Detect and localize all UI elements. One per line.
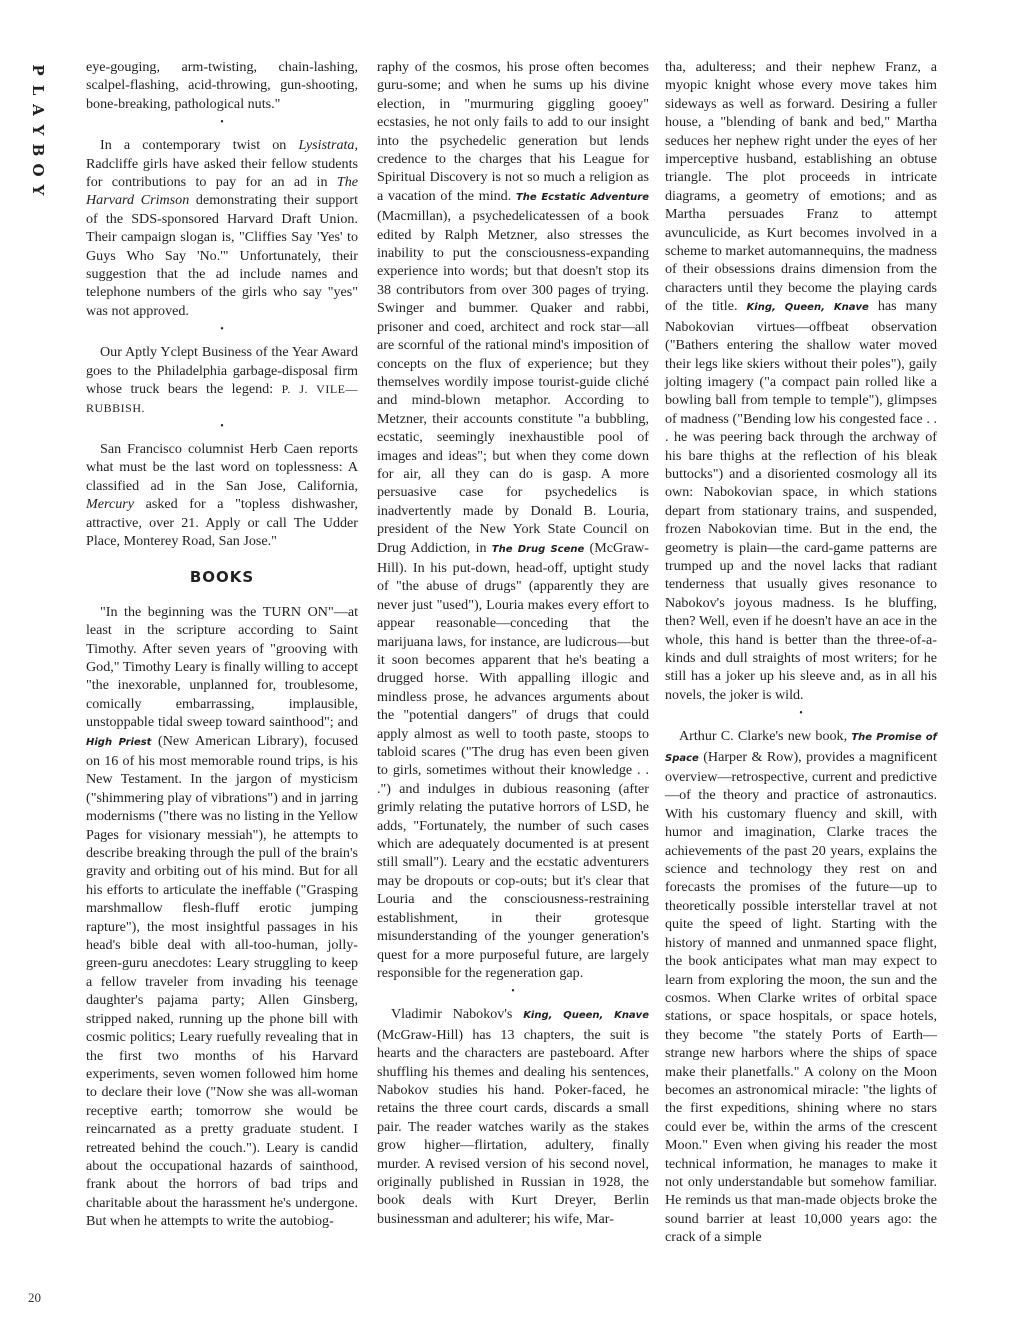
masthead-letter: P [29, 64, 47, 76]
text-run: demonstrating their support of the SDS-sponsored Harvard Draft Union. Their campaign slogan is, "Cliffies Say 'Yes' to Guys Who Say 'No.'" Unfortunately, their suggestion that the ad include names and telephone numbers of the girls who say "yes" was not approved. [86, 192, 358, 319]
page-number: 20 [28, 1290, 41, 1305]
text-run: Our Aptly Yclept Business of the Year Award goes to the Philadelphia garbage-disposal firm whose truck bears the legend: [86, 344, 358, 398]
text-run: San Francisco columnist Herb Caen reports what must be the last word on toplessness: A classified ad in the San Jose, California, [86, 440, 358, 494]
masthead [30, 60, 46, 200]
masthead-letter: B [29, 143, 47, 157]
text-run: "In the beginning was the TURN ON"—at least in the scripture according to Saint Timothy. After seven years of "grooving with God," Timothy Leary is finally willing to accept "the inexorable, unplanned for, troublesome, comically embarrassing, implausible, unstoppable tidal sweep toward sainthood"; and [86, 603, 358, 731]
text-run: In a contemporary twist on [100, 137, 299, 154]
text-run: Radcliffe girls have asked their fellow students for contributions to pay for an ad in [86, 155, 358, 191]
masthead-letter: Y [29, 124, 47, 136]
text-run: asked for a "topless dishwasher, attractive, over 21. Apply or call The Udder Place, Monterey Road, San Jose." [86, 496, 358, 549]
masthead-letter: Y [29, 184, 47, 196]
book-title: King, Queen, Knave [746, 302, 869, 314]
separator-bullet: • [220, 324, 224, 336]
column-2 [377, 58, 649, 1228]
text-run: (New American Library), focused on 16 of his most memorable round trips, is his New Testament. In the jargon of mysticism ("shimmering play of vibrations") and in jarring modernisms ("there was no listing in the Yellow Pages for visionary messiah"), he attempts to describe breaking through the pull of the brain's gravity and orbiting out of his mind. But for all his efforts to articulate the ineffable ("Grasping marshmallow flesh-fluff erotic jumping rapture"), the most insightful passages in his head's bible deal with all-too-human, jolly-green-guru anecdotes: Leary struggling to keep a fellow traveler from invading his teenage daughter's pajama party; Allen Ginsberg, stripped naked, running up the phone bill with cosmic politics; Leary ruefully revealing that in the first two months of his Harvard experiments, seven women followed him home to declare their love ("Now she was all-woman receptive earth; tomorrow she would be reincarnated as a pretty graduate student. I retreated behind the couch."). Leary is candid about the occupational hazards of sainthood, frank about the horrors of bad trips and charitable about the harassment he's undergone. But when he attempts to write the autobiog- [86, 732, 358, 1230]
separator-bullet: • [220, 117, 224, 129]
text-run: (McGraw-Hill) has 13 chapters, the suit is hearts and the characters are pasteboard. After shuffling his themes and dealing his sentences, Nabokov studies his hand. Poker-faced, he retains the three court cards, discards a small pair. The reader watches warily as the stakes grow higher—flirtation, adultery, finally murder. A revised version of his second novel, originally published in Russian in 1928, the book deals with Kurt Dreyer, Berlin businessman and adulterer; his wife, Mar- [377, 1026, 649, 1227]
text-run: Arthur C. Clarke's new book, [679, 728, 852, 745]
book-title: High Priest [86, 736, 152, 748]
paragraph [377, 1005, 649, 1228]
work-title: Mercury [86, 496, 134, 513]
text-run: (Harper & Row), provides a magnificent overview—retrospective, current and predictive—of the theory and practice of astronautics. With his customary fluency and skill, with humor and imagination, Clarke traces the achievements of the past 20 years, explains the science and technology they rest on and forecasts the promises of the future—up to theoretically possible interstellar travel at not quite the speed of light. Starting with the history of manned and unmanned space flight, the book anticipates what man may expect to learn from exploring the moon, the sun and the cosmos. When Clarke writes of orbital space stations, or space hospitals, or space hotels, they become "the stately Ports of Earth—strange new harbors where the ships of space make their planetfalls." A colony on the Moon becomes an astronomical miracle: "the lights of the first expeditions, shining where no stars could ever be, within the arms of the crescent Moon." Even when giving his reader the most technical information, he manages to make it not only understandable but somehow familiar. He reminds us that man-made objects broke the sound barrier at least 10,000 years ago: the crack of a simple [665, 748, 937, 1246]
paragraph [86, 603, 358, 1231]
masthead-letter: L [29, 84, 47, 96]
paragraph [665, 58, 937, 704]
paragraph [86, 58, 358, 113]
column-3 [665, 58, 937, 1247]
text-run: raphy of the cosmos, his prose often becomes guru-some; and when he sums up his divine election, in "murmuring giggling gooey" ecstasies, he not only fails to add to our insight into the psychedelic generation but lends credence to the charges that his League for Spiritual Discovery is not so much a religion as a vacation of the mind. [377, 59, 649, 204]
text-run: has many Nabokovian virtues—offbeat observation ("Bathers entering the shallow water moved their legs like skiers without their poles"), gaily jolting imagery ("a compact pain rolled like a bowling ball from temple to temple"), glimpses of madness ("Bending low his congested face . . . he was peering back through the archway of his bare thighs at the reflection of his bleak buttocks") and a disoriented cosmology all its own: Nabokovian space, in which stations depart from stationary trains, and suspended, frozen Nabokovian time. But in the end, the geometry is plain—the card-game patterns are trumped up and the novel lacks that radiant tenderness that usually gives resonance to Nabokov's joyous madness. Is he bluffing, then? Well, even if he doesn't have an ace in the whole, this hand is better than the three-of-a-kinds and dull straights of most writers; for he still has a joker up his sleeve and, as in all his novels, the joker is wild. [665, 298, 937, 703]
section-heading: BOOKS [189, 568, 255, 587]
masthead-letter: O [29, 163, 47, 177]
truck-legend: P. J. VILE—RUBBISH. [86, 382, 358, 415]
paragraph [377, 58, 649, 982]
column-1 [86, 58, 358, 1231]
book-title: The Ecstatic Adventure [515, 191, 649, 203]
paragraph [665, 727, 937, 1246]
text-run: eye-gouging, arm-twisting, chain-lashing, scalpel-flashing, acid-throwing, gun-shooting, bone-breaking, pathological nuts." [86, 59, 358, 112]
text-run: tha, adulteress; and their nephew Franz, a myopic knight whose every move takes him sideways as well as forward. Desiring a fuller house, a "blending of bank and bed," Martha seduces her nephew right under the eyes of her imperceptive husband, establishing an obtuse triangle. The plot proceeds in intricate diagrams, a geometry of emotions; and as Martha persuades Franz to attempt avunculicide, as Kurt becomes involved in a scheme to market automannequins, the madness of their obsessions drains dimension from the characters until they become the playing cards of the title. [665, 59, 937, 315]
text-run: (McGraw-Hill). In his put-down, head-off, uptight study of "the abuse of drugs" (apparently they are never just "used"), Louria makes every effort to appear reasonable—conceding that the marijuana laws, for instance, are ludicrous—but it soon becomes apparent that he's beating a drugged horse. With appalling illogic and mindless prose, he advances arguments about the "potential dangers" of drugs that could apply almost as well to tooth paste, stoops to tabloid scares ("The drug has even been given to girls, sometimes without their knowledge . . .") and indulges in dubious reasoning (after grimly relating the putative horrors of LSD, he adds, "Fortunately, the number of such cases which are adequately documented is at present still small"). Leary and the ecstatic adventurers may be dropouts or cop-outs; but it's clear that Louria and the consciousness-restraining establishment, in their grotesque misunderstanding of the younger generation's quest for a more purposeful future, are largely responsible for the regeneration gap. [377, 539, 649, 981]
text-run: (Macmillan), a psychedelicatessen of a book edited by Ralph Metzner, also stresses the inability to put the consciousness-expanding experience into words; but that doesn't stop its 38 contributors from over 300 pages of trying. Swinger and bummer. Quaker and rabbi, prisoner and coed, architect and rock star—all are scornful of the rational mind's imposition of concepts on the flux of experience; but they themselves wordily impose tourist-guide cliché and mind-blown metaphor. According to Metzner, their accounts constitute "a bubbling, ecstatic, seemingly inexhaustible pool of images and ideas"; but when they come down for air, all they can do is gasp. A more persuasive case for psychedelics is inadvertently made by Donald B. Louria, president of the New York State Council on Drug Addiction, in [377, 208, 649, 556]
book-title: King, Queen, Knave [523, 1010, 649, 1022]
separator-bullet: • [511, 986, 515, 998]
paragraph [86, 343, 358, 417]
masthead-letter: A [29, 104, 47, 116]
work-title: The Harvard Crimson [86, 174, 358, 209]
separator-bullet: • [799, 708, 803, 720]
work-title: Lysistrata, [298, 137, 358, 154]
separator-bullet: • [220, 420, 224, 432]
book-title: The Promise of Space [665, 732, 938, 764]
paragraph [86, 136, 358, 320]
paragraph [86, 440, 358, 550]
book-title: The Drug Scene [491, 543, 585, 555]
text-run: Vladimir Nabokov's [391, 1006, 524, 1023]
